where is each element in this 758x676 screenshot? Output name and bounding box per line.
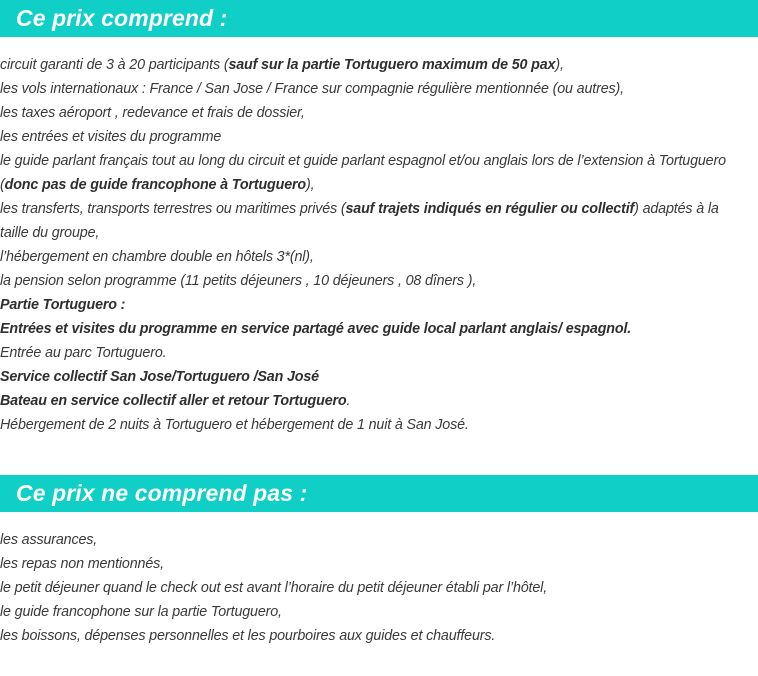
included-item-text-pre: taille du groupe, [0, 225, 100, 241]
included-item-text-pre: les taxes aéroport , redevance et frais de dossier, [0, 105, 305, 121]
excluded-list-item [0, 552, 758, 576]
included-list [0, 53, 758, 437]
included-item-text-bold: Entrées et visites du programme en service partagé avec guide local parlant anglais/ espagnol. [0, 321, 632, 337]
included-list-item [0, 341, 758, 365]
included-item-text-pre: le guide parlant français tout au long du circuit et guide parlant espagnol et/ou anglais lors de l’extension à Tortuguero [0, 153, 726, 169]
included-item-text-post: ), [555, 57, 564, 73]
included-list-item [0, 365, 758, 389]
excluded-item-text-pre: les boissons, dépenses personnelles et les pourboires aux guides et chauffeurs. [0, 628, 496, 644]
included-item-text-pre: Entrée au parc Tortuguero. [0, 345, 167, 361]
included-list-item [0, 413, 758, 437]
included-item-text-pre: les vols internationaux : France / San Jose / France sur compagnie régulière mentionnée (ou autres), [0, 81, 624, 97]
included-list-item [0, 389, 758, 413]
included-list-item [0, 221, 758, 245]
included-list-item [0, 293, 758, 317]
section-title-excluded: Ce prix ne comprend pas : [16, 480, 308, 506]
included-list-item [0, 149, 758, 173]
included-item-text-bold: sauf sur la partie Tortuguero maximum de 50 pax [228, 57, 556, 73]
section-header-included [0, 0, 758, 37]
excluded-item-text-pre: le guide francophone sur la partie Tortuguero, [0, 604, 282, 620]
excluded-item-text-pre: les repas non mentionnés, [0, 556, 164, 572]
included-item-text-pre: les entrées et visites du programme [0, 129, 222, 145]
included-list-item [0, 125, 758, 149]
section-title-included: Ce prix comprend : [16, 5, 228, 31]
included-item-text-bold: donc pas de guide francophone à Tortuguero [4, 177, 306, 193]
included-item-text-post: ), [306, 177, 315, 193]
included-item-text-pre: circuit garanti de 3 à 20 participants ( [0, 57, 229, 73]
excluded-list [0, 528, 758, 648]
included-item-text-pre: les transferts, transports terrestres ou maritimes privés ( [0, 201, 346, 217]
excluded-item-text-pre: les assurances, [0, 532, 98, 548]
included-item-text-pre: ( [0, 177, 5, 193]
included-item-text-pre: l’hébergement en chambre double en hôtels 3*(nl), [0, 249, 314, 265]
included-list-item [0, 53, 758, 77]
excluded-list-item [0, 528, 758, 552]
included-item-text-post: ) adaptés à la [634, 201, 719, 217]
included-list-item [0, 317, 758, 341]
included-list-item [0, 77, 758, 101]
excluded-list-item [0, 576, 758, 600]
included-list-item [0, 101, 758, 125]
excluded-list-item [0, 624, 758, 648]
included-list-item [0, 173, 758, 197]
included-list-item [0, 197, 758, 221]
included-list-item [0, 269, 758, 293]
included-item-text-bold: sauf trajets indiqués en régulier ou collectif [345, 201, 635, 217]
section-excluded [0, 475, 758, 648]
section-header-excluded [0, 475, 758, 512]
included-list-item [0, 245, 758, 269]
excluded-item-text-pre: le petit déjeuner quand le check out est avant l’horaire du petit déjeuner établi par l’hôtel, [0, 580, 548, 596]
excluded-list-item [0, 600, 758, 624]
included-item-text-bold: Bateau en service collectif aller et retour Tortuguero [0, 393, 347, 409]
included-item-text-pre: Hébergement de 2 nuits à Tortuguero et hébergement de 1 nuit à San José. [0, 417, 469, 433]
included-item-text-bold: Partie Tortuguero : [0, 297, 126, 313]
included-item-text-post: . [346, 393, 351, 409]
included-item-text-bold: Service collectif San Jose/Tortuguero /San José [0, 369, 319, 385]
included-item-text-pre: la pension selon programme (11 petits déjeuners , 10 déjeuners , 08 dîners ), [0, 273, 477, 289]
